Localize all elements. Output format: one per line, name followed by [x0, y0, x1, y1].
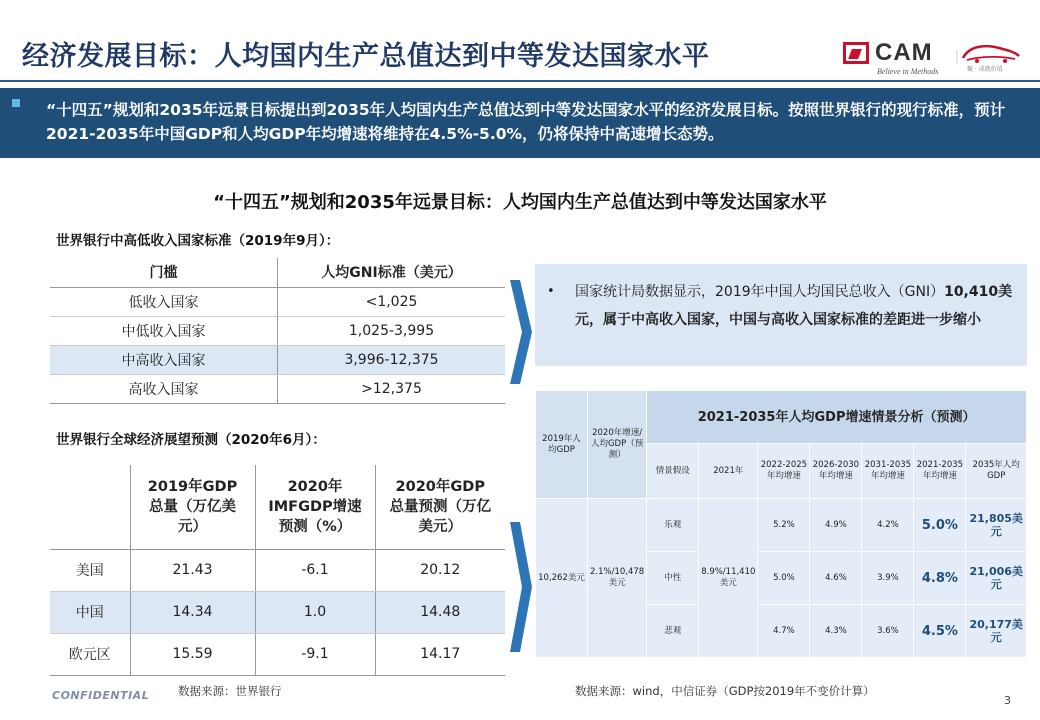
- table-cell: 中国: [50, 591, 130, 633]
- table-cell: 10,262美元: [536, 499, 588, 658]
- table-header-cell: 2020年GDP总量预测（万亿美元）: [375, 465, 505, 549]
- table-row: [50, 316, 505, 345]
- cam-logo-mark-icon: [843, 42, 869, 64]
- table-cell: 21,006美元: [966, 552, 1027, 605]
- table-cell: 3,996-12,375: [278, 345, 506, 374]
- table-header-cell: 2020年增速/人均GDP（预测）: [588, 391, 647, 499]
- table-header-cell: [50, 465, 130, 549]
- table-header-cell: 人均GNI标准（美元）: [278, 258, 506, 287]
- table-row: [536, 499, 1027, 552]
- note-text-bold: 10,410美元，属于中高收入国家，中国与高收入国家标准的差距进一步缩小: [575, 284, 1013, 328]
- table-cell: 欧元区: [50, 633, 130, 675]
- table-cell: 4.7%: [758, 605, 810, 658]
- table-cell: 14.34: [130, 591, 255, 633]
- table-header-cell: 2035年人均GDP: [966, 444, 1027, 499]
- table-cell: 5.0%: [758, 552, 810, 605]
- gdp-scenario-table: [535, 390, 1027, 658]
- table-cell: 21.43: [130, 549, 255, 591]
- table-cell: 低收入国家: [50, 287, 278, 316]
- table-cell: -6.1: [255, 549, 375, 591]
- gni-table-subhead: 世界银行中高低收入国家标准（2019年9月）：: [56, 233, 340, 249]
- gni-standard-table: [50, 258, 505, 404]
- source-note-left: 数据来源：世界银行: [178, 684, 282, 698]
- table-cell: 4.9%: [810, 499, 862, 552]
- table-header-cell: 2021-2035年均增速: [914, 444, 966, 499]
- page-title: [22, 34, 710, 73]
- table-cell: 中低收入国家: [50, 316, 278, 345]
- table-header-cell: 2019年GDP总量（万亿美元）: [130, 465, 255, 549]
- note-text-normal: 国家统计局数据显示，2019年中国人均国民总收入（GNI）: [575, 284, 945, 300]
- table-header-cell: 门槛: [50, 258, 278, 287]
- title-divider: [0, 80, 1040, 82]
- banner-bullet-icon: [12, 99, 20, 107]
- table-cell: 4.5%: [914, 605, 966, 658]
- table-cell: 4.8%: [914, 552, 966, 605]
- arrow-right-icon: [510, 522, 532, 652]
- car-logo-tagline: 聚 · 成就价值: [967, 66, 1003, 73]
- table-row: [50, 287, 505, 316]
- table-row: [50, 374, 505, 403]
- table-cell: 5.0%: [914, 499, 966, 552]
- table-cell: 14.17: [375, 633, 505, 675]
- table-header-row: [50, 258, 505, 287]
- table-cell: 1,025-3,995: [278, 316, 506, 345]
- car-logo: [955, 40, 1025, 74]
- table-cell: 3.9%: [862, 552, 914, 605]
- cam-logo-tagline: Believe in Methods: [877, 67, 939, 76]
- table-header-row: [536, 391, 1027, 444]
- note-bullet-icon: •: [547, 284, 555, 299]
- table-row-highlighted: [50, 591, 505, 633]
- table-cell: 中高收入国家: [50, 345, 278, 374]
- table-cell: 高收入国家: [50, 374, 278, 403]
- page-title-prefix: 经济发展目标：: [22, 41, 215, 72]
- page-number: 3: [1004, 694, 1011, 707]
- world-bank-forecast-table: [50, 465, 505, 676]
- table-header-cell: 2019年人均GDP: [536, 391, 588, 499]
- cam-logo: [843, 38, 945, 78]
- confidential-label: CONFIDENTIAL: [52, 689, 150, 702]
- table-cell: 悲观: [647, 605, 699, 658]
- table-header-cell: 2021年: [699, 444, 758, 499]
- table-cell: 乐观: [647, 499, 699, 552]
- table-cell: 3.6%: [862, 605, 914, 658]
- table-cell: 4.3%: [810, 605, 862, 658]
- table-header-cell: 2026-2030年均增速: [810, 444, 862, 499]
- table-cell: 4.6%: [810, 552, 862, 605]
- table-cell: 1.0: [255, 591, 375, 633]
- summary-banner: [0, 88, 1040, 158]
- note-text: [575, 278, 1015, 334]
- table-cell: 中性: [647, 552, 699, 605]
- table-header-cell: 2022-2025年均增速: [758, 444, 810, 499]
- table-cell: >12,375: [278, 374, 506, 403]
- table-cell: 14.48: [375, 591, 505, 633]
- cam-logo-word: CAM: [875, 39, 933, 66]
- table-cell: 4.2%: [862, 499, 914, 552]
- gni-note-box: [535, 264, 1027, 366]
- car-logo-icon: [955, 40, 1025, 66]
- table-cell: 20.12: [375, 549, 505, 591]
- table-header-row: [50, 465, 505, 549]
- table-cell: 21,805美元: [966, 499, 1027, 552]
- table-cell: 5.2%: [758, 499, 810, 552]
- gdp-table-title: 2021-2035年人均GDP增速情景分析（预测）: [647, 391, 1027, 444]
- table-cell: 2.1%/10,478美元: [588, 499, 647, 658]
- table-cell: 8.9%/11,410美元: [699, 499, 758, 658]
- table-row-highlighted: [50, 345, 505, 374]
- section-heading: “十四五”规划和2035年远景目标：人均国内生产总值达到中等发达国家水平: [213, 192, 827, 213]
- table-cell: 20,177美元: [966, 605, 1027, 658]
- table-header-cell: 2020年IMFGDP增速预测（%）: [255, 465, 375, 549]
- table-cell: 15.59: [130, 633, 255, 675]
- table-header-cell: 情景假设: [647, 444, 699, 499]
- table-row: [50, 633, 505, 675]
- table-cell: <1,025: [278, 287, 506, 316]
- source-note-right: 数据来源：wind，中信证券（GDP按2019年不变价计算）: [575, 684, 875, 698]
- wb-table-subhead: 世界银行全球经济展望预测（2020年6月）：: [56, 432, 326, 448]
- table-header-cell: 2031-2035年均增速: [862, 444, 914, 499]
- table-row: [50, 549, 505, 591]
- banner-text: “十四五”规划和2035年远景目标提出到2035年人均国内生产总值达到中等发达国家水平的经济发展目标。按照世界银行的现行标准，预计2021-2035年中国GDP和人均GDP年均增速将维持在4.5%-5.0%，仍将保持中高速增长态势。: [46, 101, 1006, 143]
- table-cell: 美国: [50, 549, 130, 591]
- table-cell: -9.1: [255, 633, 375, 675]
- arrow-right-icon: [510, 280, 532, 384]
- page-title-main: 人均国内生产总值达到中等发达国家水平: [214, 41, 710, 72]
